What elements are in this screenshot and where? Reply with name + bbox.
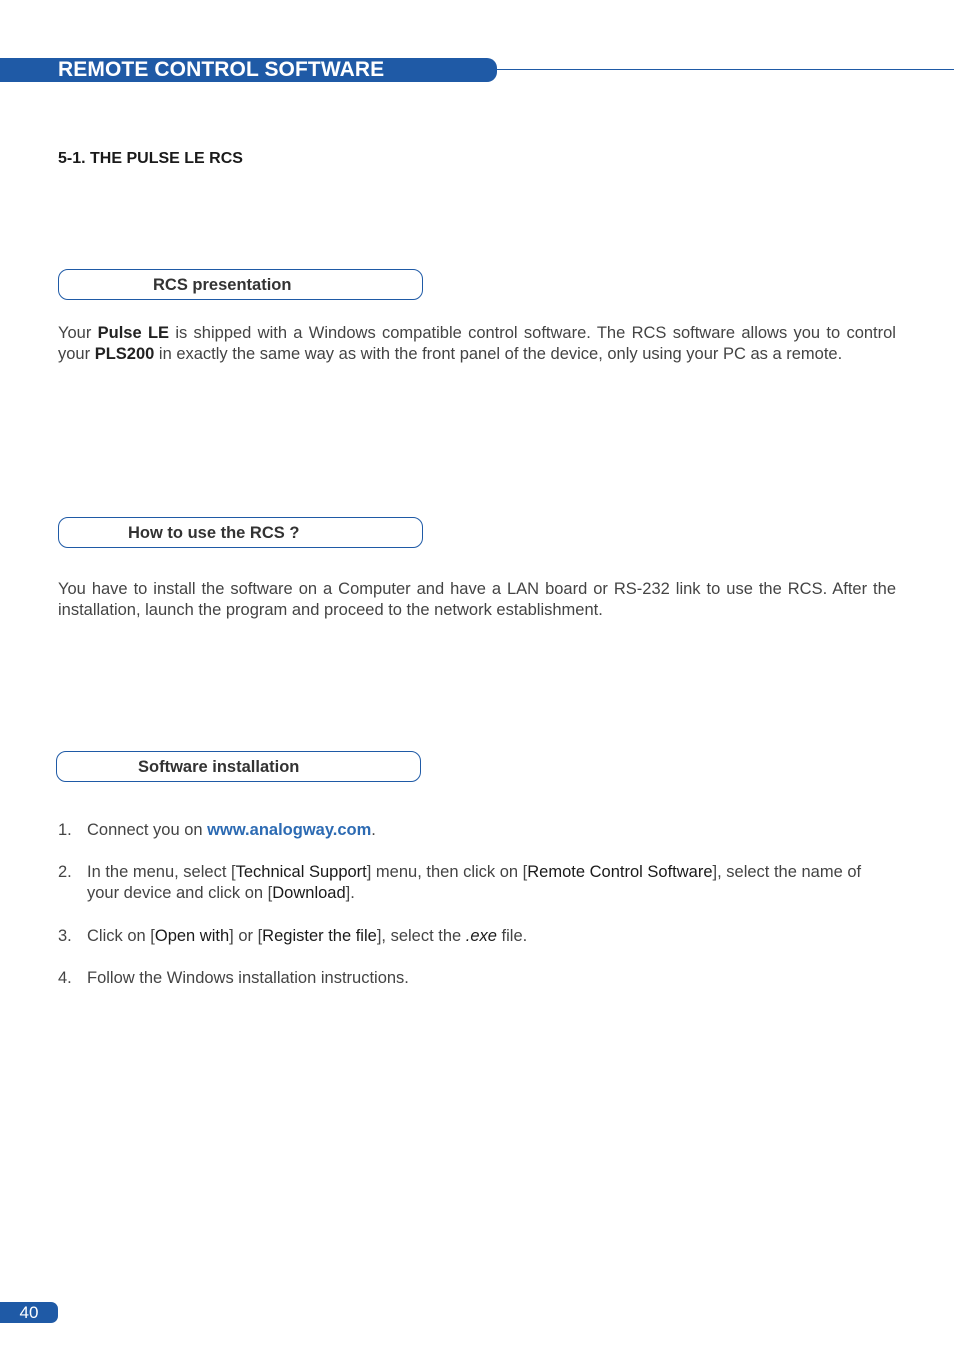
model-name: PLS200 xyxy=(94,345,155,363)
how-to-use-box xyxy=(58,517,423,548)
section-heading: 5-1. THE PULSE LE RCS xyxy=(58,150,243,167)
page-number: 40 xyxy=(0,1302,58,1323)
analogway-link[interactable]: www.analogway.com xyxy=(207,821,372,839)
page-title: REMOTE CONTROL SOFTWARE xyxy=(58,58,385,81)
software-installation-box xyxy=(56,751,421,782)
product-name: Pulse LE xyxy=(97,324,170,342)
rcs-presentation-box xyxy=(58,269,423,300)
rcs-presentation-title: RCS presentation xyxy=(153,276,292,294)
how-to-use-title: How to use the RCS ? xyxy=(128,524,300,542)
rcs-presentation-paragraph: Your Pulse LE is shipped with a Windows compatible control software. The RCS software allows you to control your PLS200 in exactly the same way as with the front panel of the device, only using your PC as a remote. xyxy=(58,324,896,363)
software-installation-title: Software installation xyxy=(138,758,300,776)
how-to-use-paragraph: You have to install the software on a Computer and have a LAN board or RS-232 link to use the RCS. After the installation, launch the program and proceed to the network establishment. xyxy=(58,580,896,619)
header-divider xyxy=(497,69,954,70)
